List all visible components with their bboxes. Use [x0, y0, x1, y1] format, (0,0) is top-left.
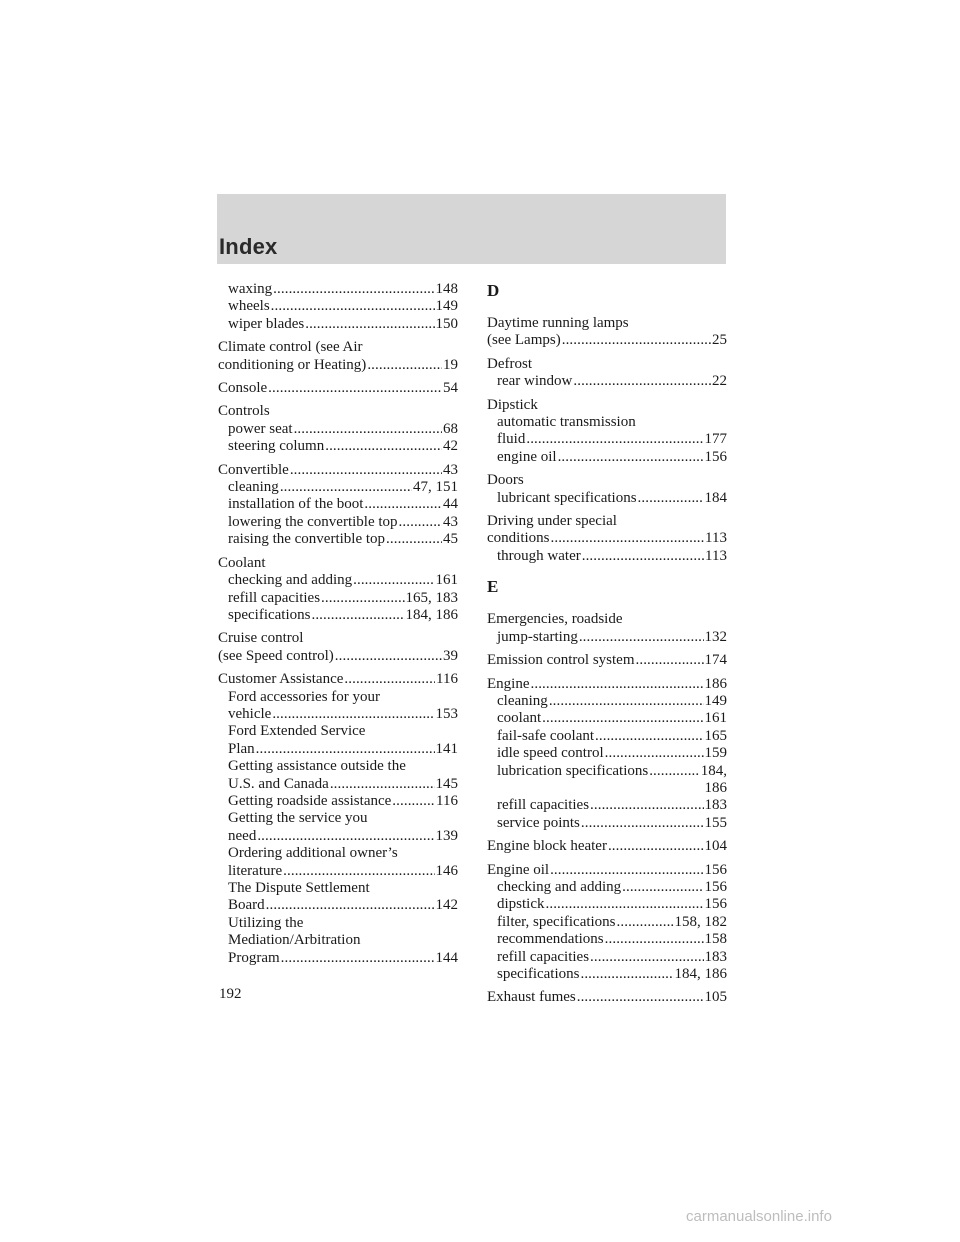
dot-leader	[595, 728, 703, 745]
page-reference: 42	[443, 438, 458, 455]
entry-text: lubrication specifications	[497, 762, 649, 779]
dot-leader	[580, 966, 673, 983]
index-group	[487, 315, 727, 350]
dot-leader	[311, 607, 404, 624]
index-subentry	[218, 531, 458, 548]
page-reference: 139	[435, 827, 458, 844]
index-entry	[487, 332, 727, 349]
page-reference: 116	[436, 671, 458, 688]
index-column-right	[487, 281, 727, 1013]
entry-text: wiper blades	[228, 315, 305, 332]
entry-text: conditions	[487, 530, 550, 547]
page-reference: 161	[435, 572, 458, 589]
dot-leader	[256, 741, 435, 758]
page-title: Index	[219, 234, 278, 259]
dot-leader	[386, 531, 442, 548]
dot-leader	[590, 797, 703, 814]
index-subentry	[218, 828, 458, 845]
dot-leader	[558, 449, 704, 466]
page-reference: 47, 151	[413, 479, 458, 496]
dot-leader	[325, 438, 442, 455]
index-subentry	[487, 693, 727, 710]
index-entry: Daytime running lamps	[487, 315, 629, 331]
index-subentry	[487, 914, 727, 931]
dot-leader	[551, 530, 705, 547]
index-subentry: Utilizing the	[228, 914, 304, 931]
dot-leader	[281, 950, 435, 967]
page-reference: 158	[704, 931, 727, 948]
index-subentry: Ordering additional owner’s	[228, 845, 398, 862]
dot-leader	[531, 676, 704, 693]
page-reference: 156	[704, 896, 727, 913]
entry-text: Convertible	[218, 461, 289, 478]
index-subentry	[218, 776, 458, 793]
dot-leader	[268, 380, 442, 397]
index-subentry	[218, 741, 458, 758]
index-entry: Emergencies, roadside	[487, 611, 623, 628]
page-reference: 159	[704, 745, 727, 762]
dot-leader	[305, 316, 434, 333]
page-reference: 142	[435, 897, 458, 914]
header-band	[217, 194, 726, 264]
page-reference: 186	[704, 675, 727, 692]
index-entry	[218, 671, 458, 688]
page-reference: 165, 183	[405, 589, 458, 606]
index-subentry: The Dispute Settlement	[228, 880, 370, 896]
entry-text: waxing	[228, 281, 273, 297]
dot-leader	[335, 648, 442, 665]
index-subentry	[487, 629, 727, 646]
index-subentry	[487, 710, 727, 727]
page-reference: 68	[443, 420, 458, 437]
entry-text: Emission control system	[487, 652, 635, 669]
dot-leader	[546, 896, 704, 913]
index-group	[487, 397, 727, 467]
index-group	[487, 611, 727, 646]
index-subentry	[487, 745, 727, 762]
entry-text: Customer Assistance	[218, 671, 344, 688]
entry-text: need	[228, 827, 257, 844]
page-reference: 105	[704, 989, 727, 1006]
entry-text: recommendations	[497, 931, 604, 948]
index-subentry	[487, 879, 727, 896]
index-group	[218, 630, 458, 665]
page-reference: 146	[435, 862, 458, 879]
page-reference: 44	[443, 496, 458, 513]
index-group	[218, 462, 458, 549]
entry-text: Engine oil	[487, 861, 550, 878]
dot-leader	[364, 496, 442, 513]
index-group	[487, 862, 727, 984]
dot-leader	[605, 931, 704, 948]
index-group	[487, 356, 727, 391]
entry-text: lubricant specifications	[497, 489, 637, 506]
page-reference: 165	[704, 727, 727, 744]
entry-text: filter, specifications	[497, 913, 616, 930]
page-reference: 22	[712, 373, 727, 390]
entry-text: Getting roadside assistance	[228, 792, 392, 809]
page-reference: 149	[704, 692, 727, 709]
index-group	[218, 555, 458, 625]
entry-text: coolant	[497, 710, 542, 727]
index-entry: Defrost	[487, 355, 532, 372]
dot-leader	[526, 431, 703, 448]
index-subentry	[218, 897, 458, 914]
entry-text: dipstick	[497, 896, 545, 913]
index-subentry	[218, 706, 458, 723]
entry-text: cleaning	[497, 692, 548, 709]
index-subentry	[487, 797, 727, 814]
entry-text: refill capacities	[497, 948, 590, 965]
dot-leader	[266, 897, 435, 914]
dot-leader	[283, 863, 434, 880]
entry-text: Engine	[487, 675, 530, 692]
dot-leader	[649, 763, 700, 780]
index-subentry	[218, 479, 458, 496]
index-entry	[487, 530, 727, 547]
index-subentry: Mediation/Arbitration	[228, 932, 361, 949]
index-group	[218, 281, 458, 333]
index-group	[487, 472, 727, 507]
page-reference: 132	[704, 628, 727, 645]
page-reference: 149	[435, 298, 458, 315]
index-subentry	[218, 316, 458, 333]
dot-leader	[622, 879, 703, 896]
index-entry	[487, 652, 727, 669]
page-number: 192	[219, 986, 242, 1002]
page-reference: 45	[443, 531, 458, 548]
index-entry: Doors	[487, 472, 524, 489]
dot-leader	[294, 421, 442, 438]
index-subentry	[487, 548, 727, 565]
index-subentry	[487, 896, 727, 913]
entry-text: idle speed control	[497, 745, 604, 762]
index-group	[487, 652, 727, 669]
index-entry	[487, 676, 727, 693]
index-subentry: Getting assistance outside the	[228, 758, 406, 775]
dot-leader	[330, 776, 435, 793]
page-reference: 148	[435, 281, 458, 297]
dot-leader	[573, 373, 711, 390]
entry-text: Console	[218, 380, 268, 397]
entry-text: lowering the convertible top	[228, 513, 398, 530]
index-subentry	[487, 449, 727, 466]
page-reference: 43	[443, 513, 458, 530]
page-reference: 184,	[700, 762, 727, 779]
entry-text: installation of the boot	[228, 496, 364, 513]
index-subentry	[487, 966, 727, 983]
page-reference: 155	[704, 814, 727, 831]
dot-leader	[271, 298, 435, 315]
page-reference: 150	[435, 315, 458, 332]
page-reference: 116	[436, 792, 458, 809]
dot-leader	[550, 862, 703, 879]
index-entry	[218, 462, 458, 479]
dot-leader	[353, 572, 434, 589]
page-reference: 156	[704, 878, 727, 895]
page-reference: 113	[705, 547, 727, 564]
page-reference: 184	[704, 489, 727, 506]
page-reference: 156	[704, 448, 727, 465]
entry-text: wheels	[228, 298, 270, 315]
page-reference: 161	[704, 710, 727, 727]
dot-leader	[542, 710, 703, 727]
entry-text: Engine block heater	[487, 838, 607, 855]
entry-text: literature	[228, 862, 283, 879]
index-entry	[218, 380, 458, 397]
entry-text: Program	[228, 949, 280, 966]
index-subentry	[218, 281, 458, 298]
entry-text: conditioning or Heating)	[218, 356, 367, 373]
index-entry	[487, 862, 727, 879]
dot-leader	[399, 514, 442, 531]
index-entry: Dipstick	[487, 396, 538, 413]
entry-text: refill capacities	[228, 589, 321, 606]
index-subentry	[218, 950, 458, 967]
index-subentry: Getting the service you	[228, 810, 368, 827]
dot-leader	[582, 548, 704, 565]
page-reference: 54	[443, 380, 458, 397]
watermark: carmanualsonline.info	[686, 1208, 832, 1225]
entry-text: Plan	[228, 740, 255, 757]
dot-leader	[579, 629, 704, 646]
dot-leader	[577, 989, 704, 1006]
entry-text: (see Lamps)	[487, 332, 561, 349]
entry-text: refill capacities	[497, 797, 590, 814]
index-entry	[218, 357, 458, 374]
page-reference: 158, 182	[674, 913, 727, 930]
index-subentry	[487, 815, 727, 832]
dot-leader	[272, 706, 434, 723]
dot-leader	[636, 652, 704, 669]
page-reference: 156	[704, 861, 727, 878]
index-group	[487, 989, 727, 1006]
index-entry	[218, 648, 458, 665]
page-reference: 113	[705, 530, 727, 547]
entry-text: fail-safe coolant	[497, 727, 595, 744]
page-reference: 145	[435, 775, 458, 792]
dot-leader	[273, 281, 434, 298]
index-entry: Driving under special	[487, 513, 617, 530]
dot-leader	[590, 949, 703, 966]
page-reference: 183	[704, 797, 727, 814]
index-group	[487, 676, 727, 833]
section-letter: E	[487, 577, 499, 597]
index-subentry	[487, 763, 727, 780]
entry-text: checking and adding	[497, 878, 622, 895]
page-reference: 39	[443, 647, 458, 664]
index-subentry: Ford accessories for your	[228, 688, 381, 705]
page-reference: 177	[704, 431, 727, 448]
entry-text: through water	[497, 547, 581, 564]
page-reference: 25	[712, 332, 727, 349]
dot-leader	[367, 357, 442, 374]
index-subentry	[218, 793, 458, 810]
dot-leader	[257, 828, 434, 845]
index-group	[218, 403, 458, 455]
index-subentry	[218, 298, 458, 315]
entry-text: cleaning	[228, 479, 279, 496]
entry-text: fluid	[497, 431, 526, 448]
index-subentry	[218, 421, 458, 438]
entry-text: rear window	[497, 373, 573, 390]
index-subentry	[487, 949, 727, 966]
index-subentry	[218, 572, 458, 589]
entry-text: Exhaust fumes	[487, 989, 576, 1006]
entry-text: jump-starting	[497, 628, 578, 645]
page-reference: 183	[704, 948, 727, 965]
index-entry	[487, 838, 727, 855]
entry-text: engine oil	[497, 448, 557, 465]
entry-text: raising the convertible top	[228, 531, 386, 548]
index-subentry	[218, 514, 458, 531]
dot-leader	[549, 693, 704, 710]
index-subentry	[487, 728, 727, 745]
index-entry	[487, 989, 727, 1006]
index-subentry	[487, 931, 727, 948]
index-subentry: Ford Extended Service	[228, 723, 366, 740]
page-reference: 174	[704, 652, 727, 669]
entry-text: power seat	[228, 420, 293, 437]
index-subentry	[218, 607, 458, 624]
page-reference: 104	[704, 838, 727, 855]
index-entry: Climate control (see Air	[218, 339, 363, 356]
dot-leader	[290, 462, 442, 479]
entry-text: steering column	[228, 438, 325, 455]
dot-leader	[392, 793, 435, 810]
index-entry-continuation: 186	[704, 779, 727, 796]
dot-leader	[605, 745, 704, 762]
index-subentry	[218, 590, 458, 607]
index-group	[218, 671, 458, 967]
index-subentry: automatic transmission	[497, 414, 636, 431]
index-column-left	[218, 281, 458, 973]
entry-text: U.S. and Canada	[228, 775, 329, 792]
page-reference: 184, 186	[674, 966, 727, 982]
dot-leader	[638, 490, 704, 507]
index-group	[218, 339, 458, 374]
dot-leader	[617, 914, 674, 931]
index-group	[487, 513, 727, 565]
entry-text: specifications	[228, 606, 311, 623]
page-reference: 153	[435, 705, 458, 722]
dot-leader	[280, 479, 412, 496]
entry-text: Board	[228, 897, 265, 914]
index-subentry	[487, 490, 727, 507]
page-reference: 184, 186	[405, 606, 458, 623]
entry-text: checking and adding	[228, 572, 353, 589]
section-letter: D	[487, 281, 500, 300]
index-entry: Controls	[218, 403, 270, 420]
entry-text: (see Speed control)	[218, 647, 334, 664]
index-group	[218, 380, 458, 397]
dot-leader	[344, 671, 435, 688]
entry-text: specifications	[497, 966, 580, 982]
dot-leader	[562, 332, 711, 349]
page-reference: 43	[443, 461, 458, 478]
page-reference: 141	[435, 740, 458, 757]
index-subentry	[487, 373, 727, 390]
index-subentry	[487, 431, 727, 448]
entry-text: vehicle	[228, 705, 272, 722]
entry-text: service points	[497, 814, 580, 831]
index-entry: Cruise control	[218, 630, 304, 647]
index-group	[487, 838, 727, 855]
dot-leader	[581, 815, 704, 832]
dot-leader	[321, 590, 404, 607]
index-subentry	[218, 863, 458, 880]
page-reference: 144	[435, 949, 458, 966]
dot-leader	[608, 838, 704, 855]
page-reference: 19	[443, 356, 458, 373]
index-entry: Coolant	[218, 554, 266, 571]
index-subentry	[218, 496, 458, 513]
index-subentry	[218, 438, 458, 455]
